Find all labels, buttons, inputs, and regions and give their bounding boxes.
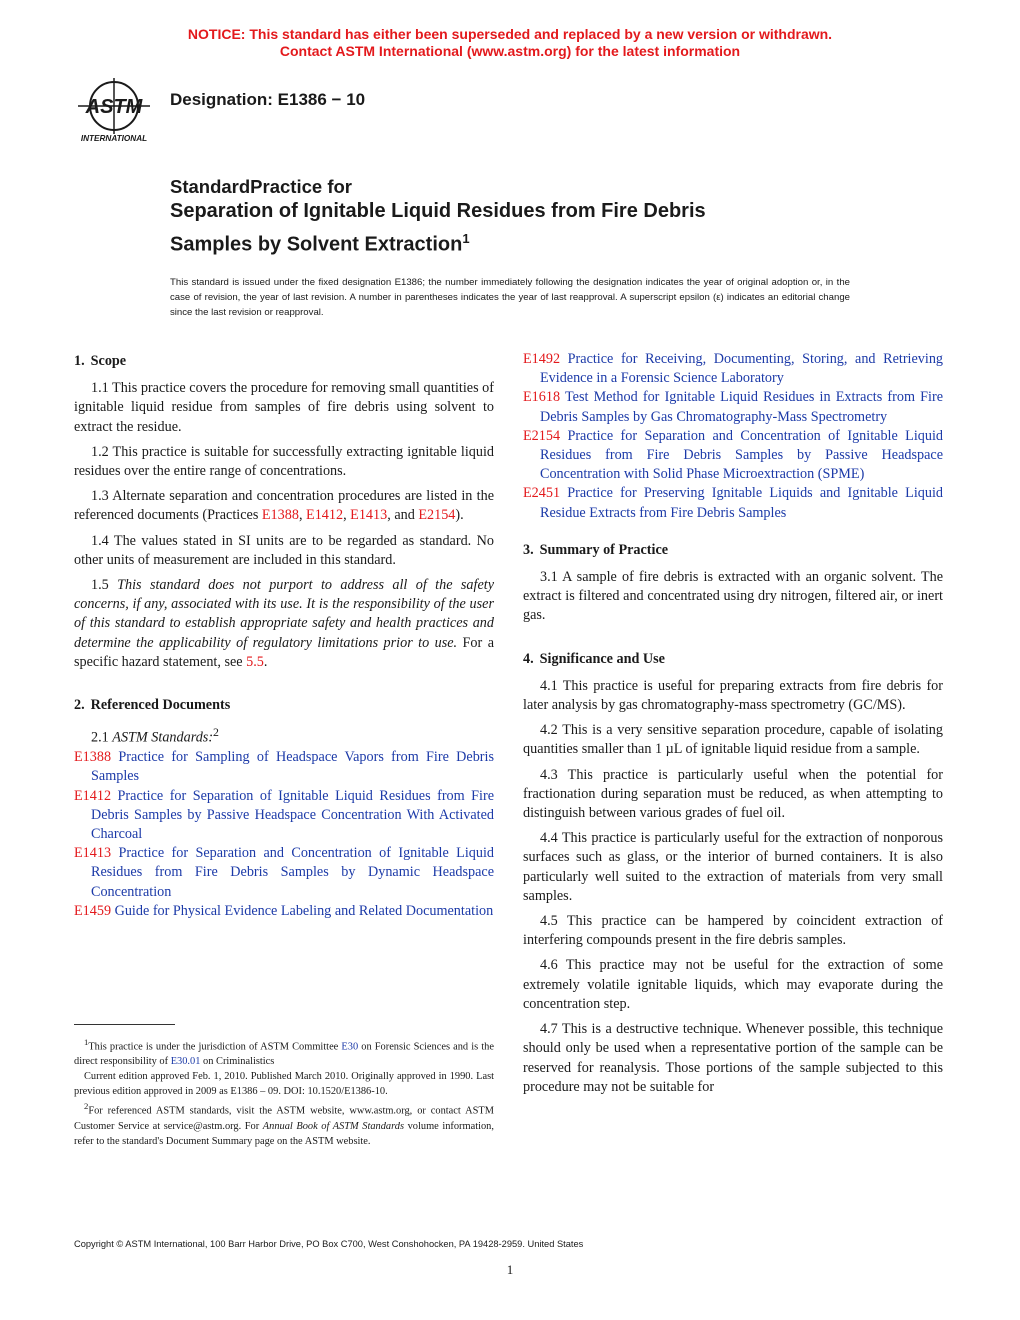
logo-subtext: INTERNATIONAL <box>80 134 148 143</box>
link-section-5-5[interactable]: 5.5 <box>246 653 264 670</box>
paragraph-1-4: 1.4 The values stated in SI units are to be regarded as standard. No other units of measurement are included in this standard. <box>74 532 494 568</box>
paragraph-3-1: 3.1 A sample of fire debris is extracted with an organic solvent. The extract is filtered and concentrated using dry nitrogen, filtered air, or inert gas. <box>523 569 943 624</box>
reference-item[interactable]: E1492 Practice for Receiving, Documenting, Storing, and Retrieving Evidence in a Forensic Science Laboratory <box>523 351 944 387</box>
paragraph-4-6: 4.6 This practice may not be useful for the extraction of some extremely volatile ignitable liquids, which may evaporate during the concentration step. <box>523 957 943 1012</box>
footnote-2: $^2$For referenced ASTM standards, visit the ASTM website, www.astm.org, or contact ASTM Customer Service at service@astm.org. For Annual Book of ASTM Standards volume information, refer to the standard's Document Summary page on the ASTM website. <box>74 1101 494 1147</box>
paragraph-1-2: 1.2 This practice is suitable for successfully extracting ignitable liquid residues over the entire range of concentrations. <box>74 443 494 480</box>
issue-note: This standard is issued under the fixed designation E1386; the number immediately following the designation indicates the year of original adoption or, in the case of revision, the year of last revision. A number in parentheses indicates the year of last reapproval. A superscript epsilon (ε) indicates an editorial change since the last revision or reapproval. <box>170 277 850 318</box>
reference-item[interactable]: E1459 Guide for Physical Evidence Labeling and Related Documentation <box>74 902 494 919</box>
notice-line-1: NOTICE: This standard has either been superseded and replaced by a new version or withdrawn. <box>187 26 833 42</box>
link-e30[interactable]: E30 <box>341 1041 359 1053</box>
paragraph-4-2: 4.2 This is a very sensitive separation procedure, capable of isolating quantities smaller than 1 µL of ignitable liquid residue from a sample. <box>523 722 943 758</box>
section-heading-referenced: 2. Referenced Documents <box>74 697 231 714</box>
designation: Designation: E1386 − 10 <box>170 90 366 109</box>
title-line-3: Samples by Solvent Extraction$^1$ <box>170 231 470 256</box>
title-line-1: StandardPractice for <box>170 176 352 197</box>
paragraph-4-3: 4.3 This practice is particularly useful when the potential for fractionation during separation must be reduced, as when attempting to distinguish between various grades of fuel oil. <box>523 766 943 822</box>
paragraph-1-1: 1.1 This practice covers the procedure for removing small quantities of ignitable liquid residue from samples of fire debris using solvent to extract the residue. <box>74 380 494 435</box>
reference-item[interactable]: E1413 Practice for Separation and Concentration of Ignitable Liquid Residues from Fire Debris Samples by Dynamic Headspace Concentration <box>74 845 494 900</box>
link-e1412[interactable]: E1412 <box>306 507 344 524</box>
footnotes <box>74 1035 494 1149</box>
footnote-1: $^1$This practice is under the jurisdiction of ASTM Committee E30 on Forensic Sciences and is the direct responsibility of E30.01 on Criminalistics <box>74 1037 494 1068</box>
page-number: 1 <box>506 1262 514 1277</box>
astm-logo <box>74 76 164 144</box>
link-e2154[interactable]: E2154 <box>418 507 456 524</box>
paragraph-4-1: 4.1 This practice is useful for preparing extracts from fire debris for later analysis by gas chromatography-mass spectrometry (GC/MS). <box>523 677 943 714</box>
right-column <box>523 350 943 1103</box>
footnote-divider <box>74 1024 175 1025</box>
paragraph-4-4: 4.4 This practice is particularly useful for the extraction of nonporous surfaces such as glass, or the interior of burned containers. It is also particularly well suited to the extraction of materials from very small samples. <box>523 830 943 904</box>
title-line-2: Separation of Ignitable Liquid Residues from Fire Debris <box>170 200 706 222</box>
left-column <box>74 350 494 921</box>
subsection-2-1: 2.1 ASTM Standards:$^2$ <box>91 725 219 746</box>
reference-item[interactable]: E1412 Practice for Separation of Ignitable Liquid Residues from Fire Debris Samples by Passive Headspace Concentration With Activated Charcoal <box>74 787 495 842</box>
paragraph-1-5: 1.5 This standard does not purport to address all of the safety concerns, if any, associated with its use. It is the responsibility of the user of this standard to establish appropriate safety and health practices and determine the applicability of regulatory limitations prior to use. For a specific hazard statement, see 5.5. <box>74 577 494 670</box>
paragraph-4-5: 4.5 This practice can be hampered by coincident extraction of interfering compounds present in the fire debris samples. <box>523 913 943 949</box>
section-heading-significance: 4. Significance and Use <box>523 650 665 667</box>
link-e1388[interactable]: E1388 <box>261 507 299 524</box>
title-footnote-mark: 1 <box>462 231 470 246</box>
section-heading-summary: 3. Summary of Practice <box>523 541 669 558</box>
withdrawn-notice <box>0 26 1020 60</box>
reference-item[interactable]: E2451 Practice for Preserving Ignitable Liquids and Ignitable Liquid Residue Extracts from Fire Debris Samples <box>523 485 944 521</box>
logo-text: ASTM <box>85 96 143 118</box>
notice-line-2: Contact ASTM International (www.astm.org) for the latest information <box>279 43 741 59</box>
link-e1413[interactable]: E1413 <box>350 507 388 524</box>
paragraph-4-7: 4.7 This is a destructive technique. Whenever possible, this technique should only be used when a representative portion of the sample can be reserved for reanalysis. Those portions of the sample subjected to this procedure may not be suitable for <box>523 1021 943 1095</box>
footnote-1-edition: Current edition approved Feb. 1, 2010. Published March 2010. Originally approved in 1990. Last previous edition approved in 2009 as E1386 – 09. DOI: 10.1520/E1386-10. <box>74 1071 494 1098</box>
paragraph-1-3: 1.3 Alternate separation and concentration procedures are listed in the referenced documents (Practices E1388, E1412, E1413, and E2154). <box>74 488 494 524</box>
copyright: Copyright © ASTM International, 100 Barr Harbor Drive, PO Box C700, West Conshohocken, PA 19428-2959. United States <box>74 1239 584 1249</box>
link-e30-01[interactable]: E30.01 <box>170 1056 201 1068</box>
reference-item[interactable]: E1388 Practice for Sampling of Headspace Vapors from Fire Debris Samples <box>74 749 494 785</box>
reference-item[interactable]: E2154 Practice for Separation and Concentration of Ignitable Liquid Residues from Fire Debris Samples by Passive Headspace Concentration with Solid Phase Microextraction (SPME) <box>523 427 943 483</box>
section-heading-scope: 1. Scope <box>74 353 127 369</box>
reference-item[interactable]: E1618 Test Method for Ignitable Liquid Residues in Extracts from Fire Debris Samples by Gas Chromatography-Mass Spectrometry <box>523 389 943 425</box>
document-title <box>170 176 870 259</box>
